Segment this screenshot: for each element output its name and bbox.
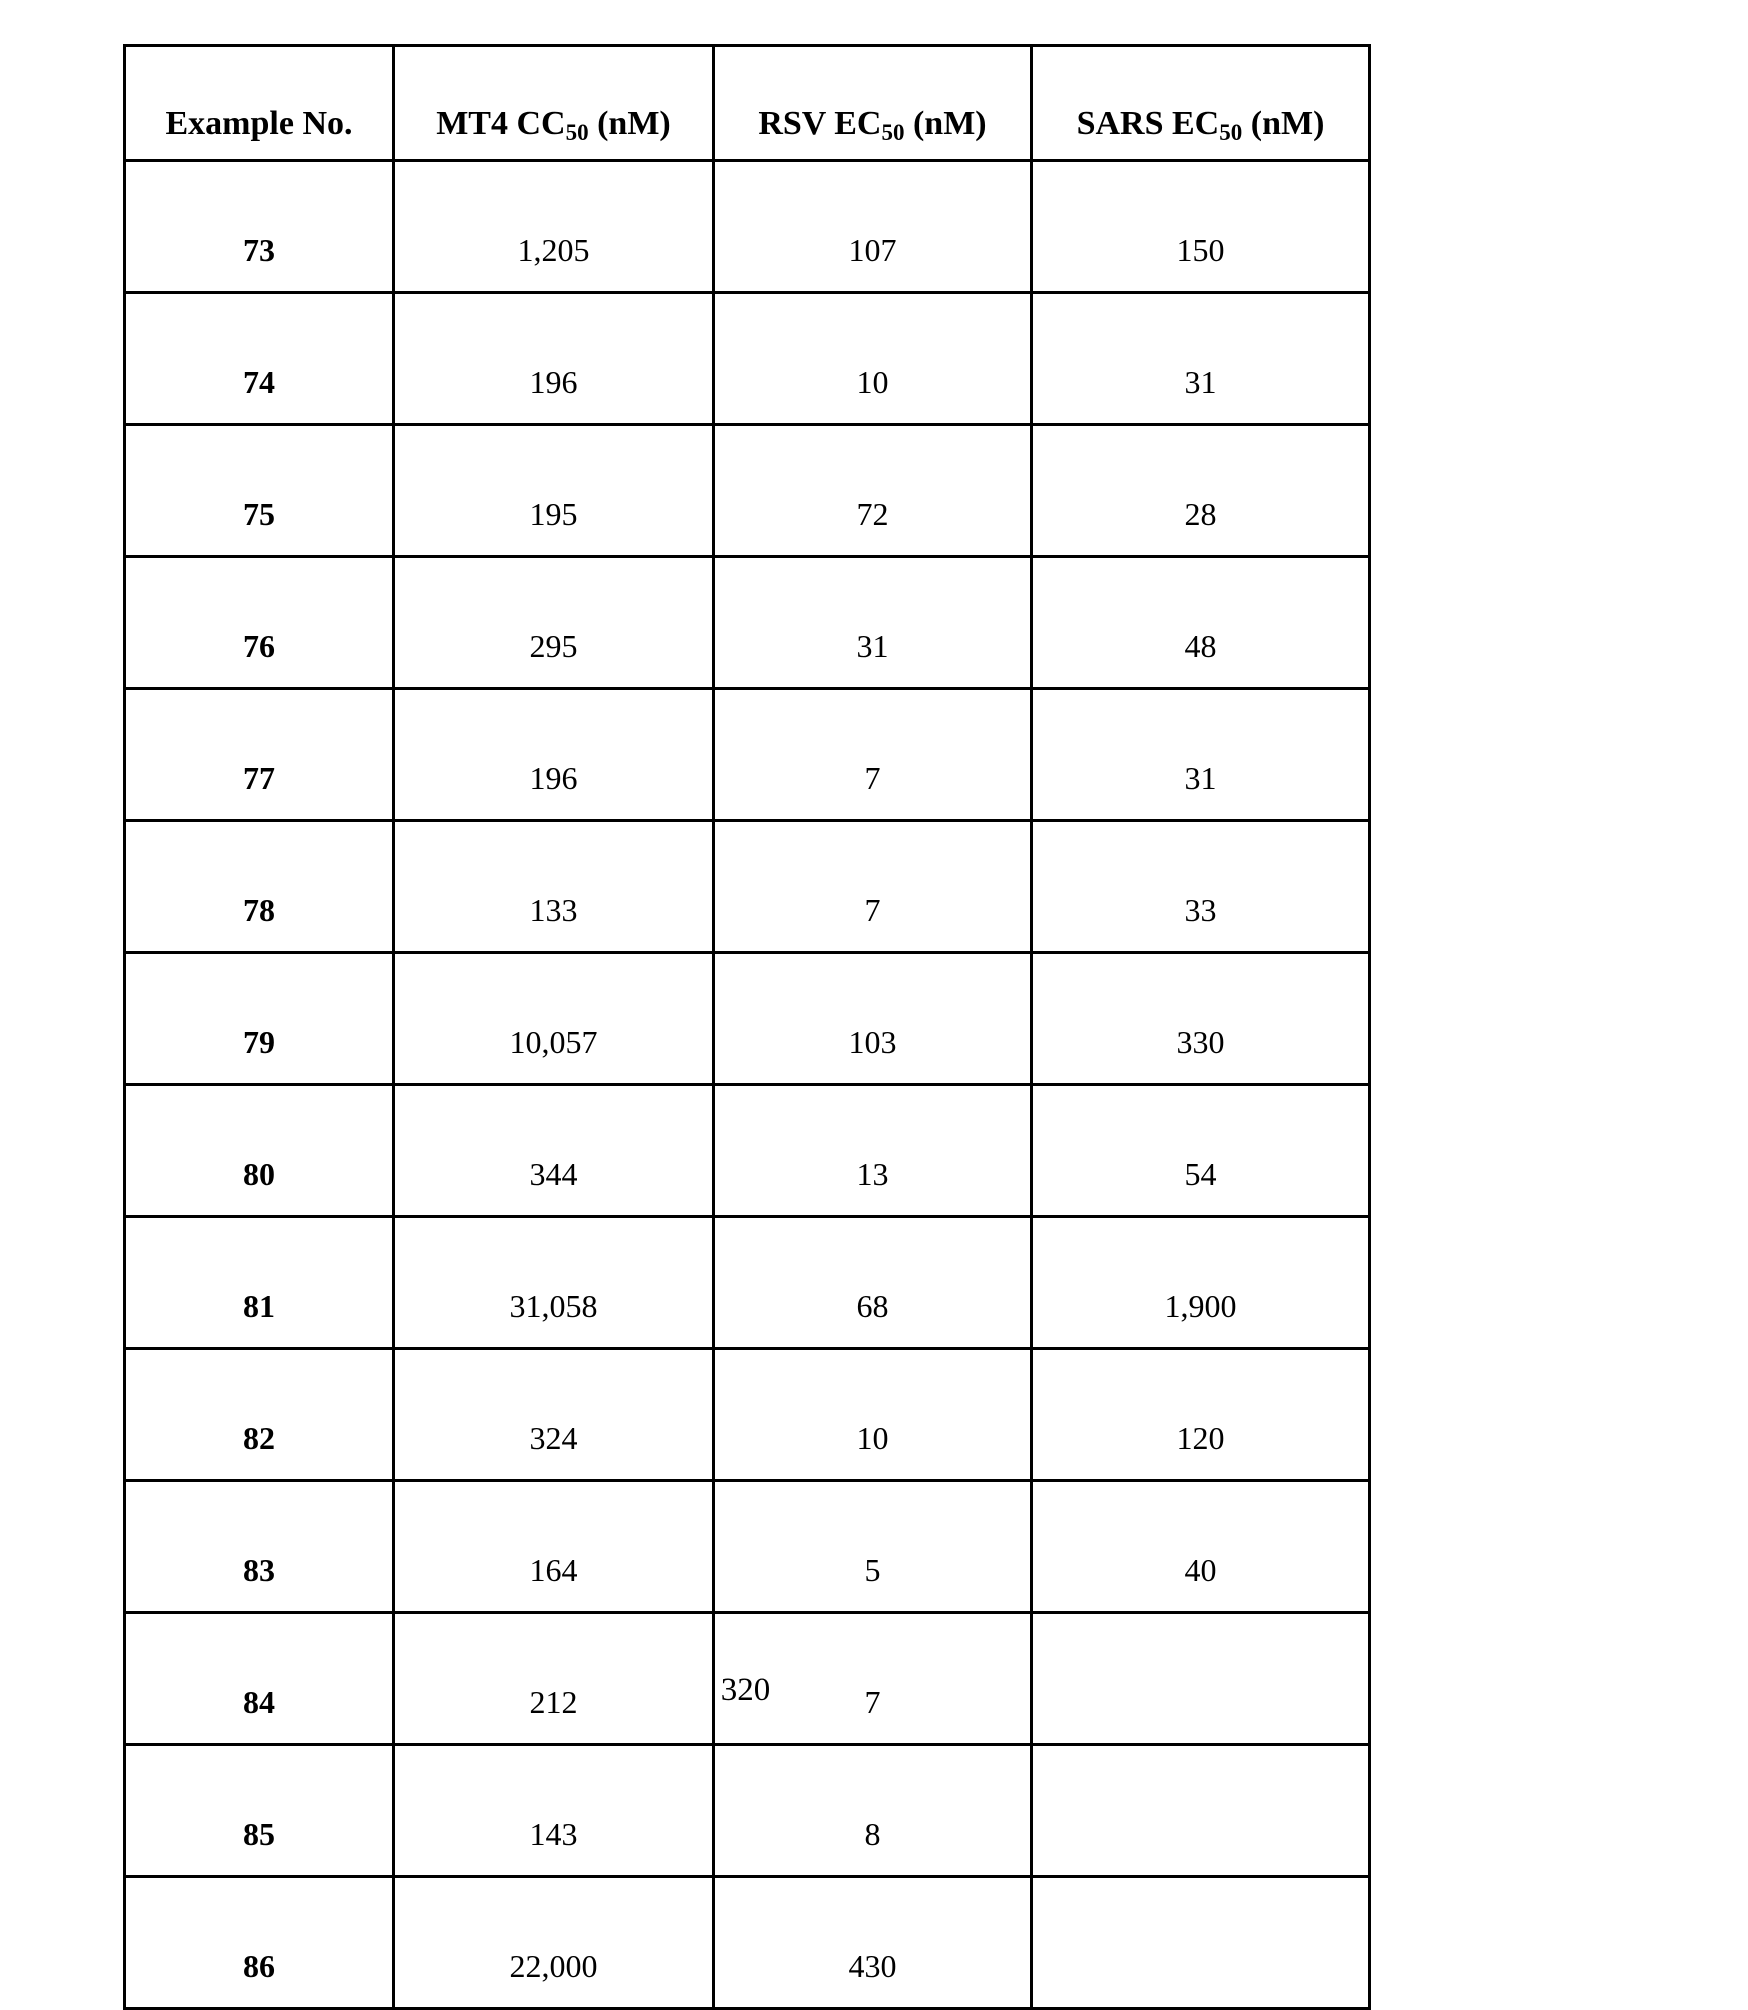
header-mt4-cc50-text: MT4 CC bbox=[436, 105, 566, 142]
header-rsv-ec50-text: RSV EC bbox=[758, 105, 882, 142]
example-no-cell: 75 bbox=[125, 425, 394, 557]
header-example-no-text: Example No. bbox=[165, 105, 353, 142]
rsv-ec50-cell: 10 bbox=[714, 1349, 1032, 1481]
rsv-ec50-cell: 68 bbox=[714, 1217, 1032, 1349]
header-mt4-cc50-suffix: (nM) bbox=[588, 105, 671, 142]
rsv-ec50-cell: 10 bbox=[714, 293, 1032, 425]
sars-ec50-cell: 31 bbox=[1032, 293, 1370, 425]
header-mt4-cc50-sub: 50 bbox=[565, 120, 589, 145]
sars-ec50-cell bbox=[1032, 1877, 1370, 2009]
sars-ec50-cell: 150 bbox=[1032, 161, 1370, 293]
header-rsv-ec50-suffix: (nM) bbox=[904, 105, 987, 142]
sars-ec50-cell: 28 bbox=[1032, 425, 1370, 557]
example-no-cell: 74 bbox=[125, 293, 394, 425]
sars-ec50-cell: 33 bbox=[1032, 821, 1370, 953]
rsv-ec50-cell: 13 bbox=[714, 1085, 1032, 1217]
rsv-ec50-cell: 7 bbox=[714, 821, 1032, 953]
mt4-cc50-cell: 195 bbox=[394, 425, 714, 557]
table-row bbox=[125, 1349, 1370, 1481]
rsv-ec50-cell: 31 bbox=[714, 557, 1032, 689]
example-no-cell: 84 bbox=[125, 1613, 394, 1745]
example-no-cell: 77 bbox=[125, 689, 394, 821]
header-sars-ec50 bbox=[1032, 46, 1370, 161]
table-row bbox=[125, 1877, 1370, 2009]
rsv-ec50-cell: 7 bbox=[714, 1613, 1032, 1745]
rsv-ec50-cell: 430 bbox=[714, 1877, 1032, 2009]
sars-ec50-cell: 330 bbox=[1032, 953, 1370, 1085]
header-sars-ec50-suffix: (nM) bbox=[1242, 105, 1325, 142]
sars-ec50-cell: 54 bbox=[1032, 1085, 1370, 1217]
rsv-ec50-cell: 7 bbox=[714, 689, 1032, 821]
example-no-cell: 82 bbox=[125, 1349, 394, 1481]
example-no-cell: 81 bbox=[125, 1217, 394, 1349]
rsv-ec50-cell: 72 bbox=[714, 425, 1032, 557]
example-no-cell: 80 bbox=[125, 1085, 394, 1217]
header-rsv-ec50-sub: 50 bbox=[881, 120, 905, 145]
sars-ec50-cell: 1,900 bbox=[1032, 1217, 1370, 1349]
sars-ec50-cell bbox=[1032, 1745, 1370, 1877]
mt4-cc50-cell: 143 bbox=[394, 1745, 714, 1877]
example-no-cell: 73 bbox=[125, 161, 394, 293]
header-example-no bbox=[125, 46, 394, 161]
mt4-cc50-cell: 10,057 bbox=[394, 953, 714, 1085]
table-row bbox=[125, 1745, 1370, 1877]
mt4-cc50-cell: 295 bbox=[394, 557, 714, 689]
sars-ec50-cell: 120 bbox=[1032, 1349, 1370, 1481]
mt4-cc50-cell: 1,205 bbox=[394, 161, 714, 293]
header-mt4-cc50 bbox=[394, 46, 714, 161]
rsv-ec50-cell: 103 bbox=[714, 953, 1032, 1085]
example-no-cell: 86 bbox=[125, 1877, 394, 2009]
table-row bbox=[125, 953, 1370, 1085]
page-number: 320 bbox=[720, 1672, 771, 1708]
header-sars-ec50-sub: 50 bbox=[1219, 120, 1243, 145]
sars-ec50-cell: 40 bbox=[1032, 1481, 1370, 1613]
mt4-cc50-cell: 344 bbox=[394, 1085, 714, 1217]
rsv-ec50-cell: 5 bbox=[714, 1481, 1032, 1613]
example-no-cell: 83 bbox=[125, 1481, 394, 1613]
table-row bbox=[125, 1217, 1370, 1349]
header-sars-ec50-text: SARS EC bbox=[1076, 105, 1220, 142]
table-row bbox=[125, 1481, 1370, 1613]
example-no-cell: 78 bbox=[125, 821, 394, 953]
rsv-ec50-cell: 107 bbox=[714, 161, 1032, 293]
mt4-cc50-cell: 196 bbox=[394, 293, 714, 425]
mt4-cc50-cell: 22,000 bbox=[394, 1877, 714, 2009]
example-no-cell: 76 bbox=[125, 557, 394, 689]
sars-ec50-cell: 31 bbox=[1032, 689, 1370, 821]
header-row bbox=[125, 46, 1370, 161]
mt4-cc50-cell: 31,058 bbox=[394, 1217, 714, 1349]
rsv-ec50-cell: 8 bbox=[714, 1745, 1032, 1877]
example-no-cell: 85 bbox=[125, 1745, 394, 1877]
mt4-cc50-cell: 212 bbox=[394, 1613, 714, 1745]
table-row bbox=[125, 821, 1370, 953]
mt4-cc50-cell: 196 bbox=[394, 689, 714, 821]
activity-table bbox=[123, 44, 1371, 2010]
header-rsv-ec50 bbox=[714, 46, 1032, 161]
table-row bbox=[125, 161, 1370, 293]
mt4-cc50-cell: 324 bbox=[394, 1349, 714, 1481]
sars-ec50-cell: 48 bbox=[1032, 557, 1370, 689]
example-no-cell: 79 bbox=[125, 953, 394, 1085]
table-row bbox=[125, 293, 1370, 425]
mt4-cc50-cell: 164 bbox=[394, 1481, 714, 1613]
table-row bbox=[125, 425, 1370, 557]
table-row bbox=[125, 557, 1370, 689]
table-row bbox=[125, 1085, 1370, 1217]
mt4-cc50-cell: 133 bbox=[394, 821, 714, 953]
table-row bbox=[125, 689, 1370, 821]
